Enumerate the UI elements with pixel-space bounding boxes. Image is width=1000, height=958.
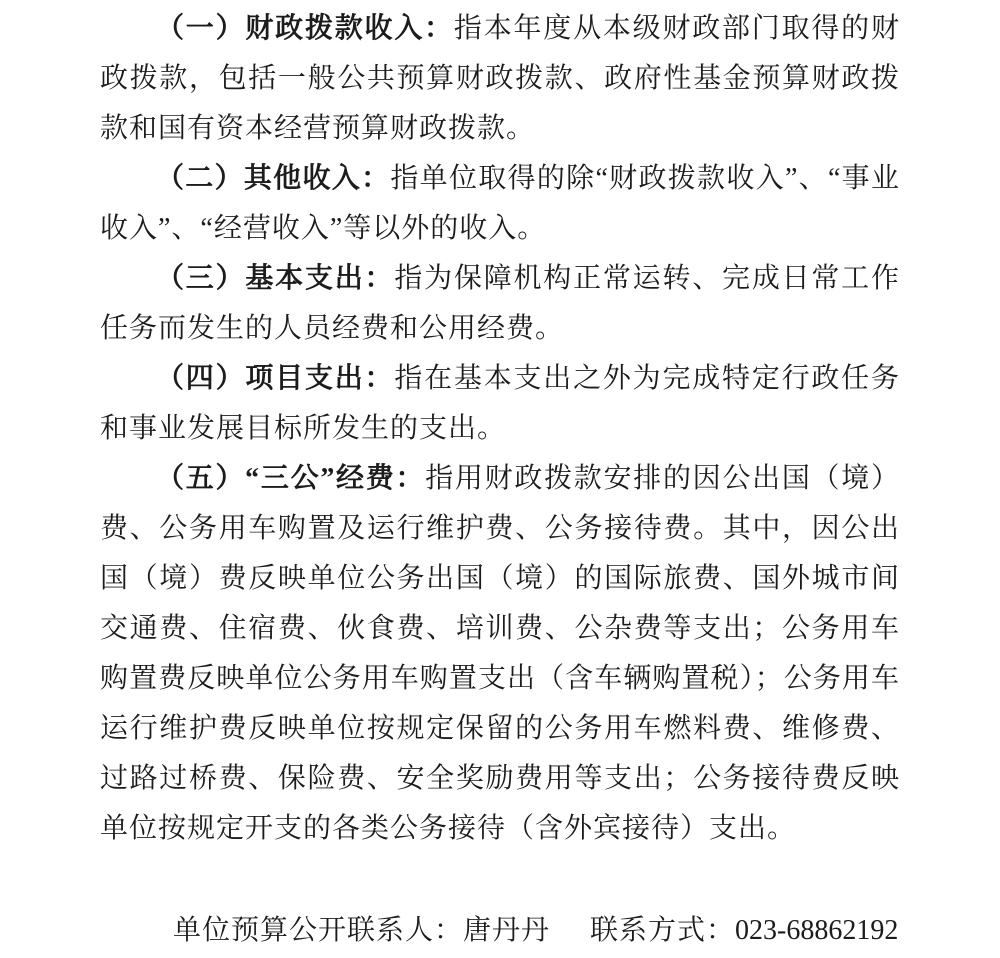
definition-paragraph-project-expenditure <box>100 354 900 454</box>
contact-label: 单位预算公开联系人： <box>173 915 464 946</box>
paragraph-body: 指单位取得的除“财政拨款收入”、“事业收入”、“经营收入”等以外的收入。 <box>100 163 900 244</box>
paragraph-label: （一）财政拨款收入： <box>156 13 454 44</box>
paragraph-label: （五）“三公”经费： <box>156 463 426 494</box>
definition-paragraph-fiscal-appropriation-income <box>100 4 900 154</box>
contact-line <box>100 906 900 956</box>
paragraph-body: 指用财政拨款安排的因公出国（境）费、公务用车购置及运行维护费、公务接待费。其中，因公出国（境）费反映单位公务出国（境）的国际旅费、国外城市间交通费、住宿费、伙食费、培训费、公杂费等支出；公务用车购置费反映单位公务用车购置支出（含车辆购置税）；公务用车运行维护费反映单位按规定保留的公务用车燃料费、维修费、过路过桥费、保险费、安全奖励费用等支出；公务接待费反映单位按规定开支的各类公务接待（含外宾接待）支出。 <box>100 463 900 844</box>
paragraph-label: （三）基本支出： <box>156 263 395 294</box>
contact-name: 唐丹丹 <box>463 915 551 946</box>
paragraph-body: 指在基本支出之外为完成特定行政任务和事业发展目标所发生的支出。 <box>100 363 900 444</box>
paragraph-label: （四）项目支出： <box>156 363 395 394</box>
definition-paragraph-three-public-funds <box>100 454 900 854</box>
definition-paragraph-other-income <box>100 154 900 254</box>
phone-label: 联系方式： <box>590 915 736 946</box>
definition-paragraph-basic-expenditure <box>100 254 900 354</box>
paragraph-body: 指本年度从本级财政部门取得的财政拨款，包括一般公共预算财政拨款、政府性基金预算财政拨款和国有资本经营预算财政拨款。 <box>100 13 900 144</box>
paragraph-body: 指为保障机构正常运转、完成日常工作任务而发生的人员经费和公用经费。 <box>100 263 900 344</box>
phone-number: 023-68862192 <box>735 915 899 946</box>
paragraph-label: （二）其他收入： <box>156 163 391 194</box>
